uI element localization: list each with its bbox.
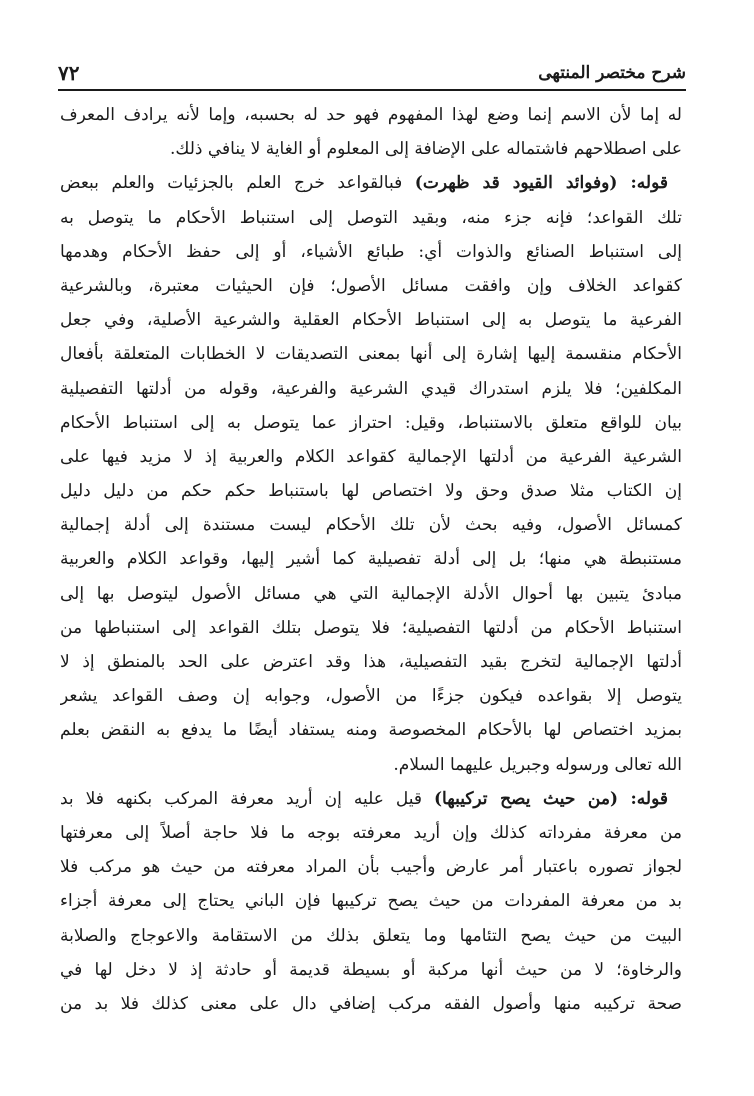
text-line: من معرفة مفرداته كذلك وإن أريد معرفته بوجه ما فلا حاجة أصلاً إلى معرفتها — [60, 822, 682, 843]
text-line: بيان للواقع متعلق بالاستنباط، وقيل: احتراز عما يتوصل به إلى استنباط الأحكام — [60, 412, 682, 433]
text-line: الفرعية ما يتوصل به إلى استنباط الأحكام العقلية والشرعية الأصلية، وفي جعل — [60, 310, 682, 331]
text-line: على اصطلاحهم فاشتماله على الإضافة إلى المعلوم أو الغاية لا ينافي ذلك. — [169, 139, 682, 160]
text-line: البيت من حيث يصح التئامها وما يتعلق بذلك من الاستقامة والاعوجاج والصلابة — [60, 925, 682, 946]
text-line: أدلتها الإجمالية لتخرج بقيد التفصيلية، هذا وقد اعترض على الحد بالمنطق إذ لا — [60, 652, 682, 672]
page-number: ٧٢ — [58, 61, 80, 85]
text-line: إلى استنباط الصنائع والذوات أي: طبائع الأشياء، أو إلى حفظ الأحكام وهدمها — [60, 241, 682, 262]
running-title: شرح مختصر المنتهى — [538, 63, 686, 83]
paragraph-lead: قوله: (وفوائد القيود قد ظهرت) — [414, 173, 668, 194]
text-line-rest: قيل عليه إن أريد معرفة المركب بكنهه فلا بد — [60, 788, 422, 809]
paragraph-3 — [60, 782, 682, 1021]
text-line: بد من معرفة المفردات من حيث يصح تركيبها فإن الباني يحتاج إلى معرفة أجزاء — [60, 891, 682, 912]
paragraph-1 — [60, 98, 682, 166]
text-line: كقواعد الخلاف وإن وافقت مسائل الأصول؛ فإن الحيثيات معتبرة، وبالشرعية — [60, 275, 682, 296]
header-divider — [58, 89, 686, 91]
text-line: تلك القواعد؛ فإنه جزء منه، وبقيد التوصل إلى استنباط الأحكام ما يتوصل به — [60, 207, 682, 228]
text-line: صحة تركيبه منها وأصول الفقه مركب إضافي دال على معنى كذلك فلا بد من — [60, 993, 682, 1014]
text-line: الأحكام منقسمة إليها إشارة إلى أنها بمعنى التصديقات لا الخطابات المتعلقة بأفعال — [60, 344, 682, 365]
paragraph-lead: قوله: (من حيث يصح تركيبها) — [434, 788, 668, 809]
paragraph-2 — [60, 166, 682, 781]
text-line: لجواز تصوره باعتبار أمر عارض وأجيب بأن المراد معرفته من حيث هو مركب فلا — [60, 857, 682, 878]
text-line: استنباط الأحكام من أدلتها التفصيلية؛ فلا يتوصل بتلك القواعد إلى استنباطها من — [60, 617, 682, 638]
body-text — [60, 98, 682, 1021]
text-line: إن الكتاب مثلا صدق وحق ولا اختصاص لها باستنباط حكم حكم من دليل دليل — [60, 481, 682, 502]
text-line: والرخاوة؛ لا من حيث أنها مركبة أو بسيطة قديمة أو حادثة إذ لا دخل لها في — [60, 959, 682, 980]
text-line: كمسائل الأصول، وفيه بحث لأن تلك الأحكام ليست مستندة إلى أدلة إجمالية — [60, 515, 682, 536]
text-line: يتوصل إلا بقواعده فيكون جزءًا من الأصول، وجوابه إن وصف القواعد يشعر — [60, 686, 682, 707]
text-line: مبادئ يتبين بها أحوال الأدلة الإجمالية التي هي مسائل الأصول ليتوصل بها إلى — [60, 583, 682, 604]
text-line: المكلفين؛ فلا يلزم استدراك قيدي الشرعية والفرعية، وقوله من أدلتها التفصيلية — [60, 378, 682, 399]
text-line — [60, 782, 682, 816]
text-line: بمزيد اختصاص لها بالأحكام المخصوصة ومنه يستفاد أيضًا ما يدفع به النقض بعلم — [60, 720, 682, 741]
text-line: مستنبطة هي منها؛ بل إلى أدلة تفصيلية كما أشير إليها، وقواعد الكلام والعربية — [60, 549, 682, 570]
text-line: الشرعية الفرعية من أدلتها الإجمالية كقواعد الكلام والعربية إذ لا مزيد فيها على — [60, 446, 682, 467]
text-line-rest: فبالقواعد خرج العلم بالجزئيات والعلم ببعض — [60, 173, 403, 194]
text-line: له إما لأن الاسم إنما وضع لهذا المفهوم فهو حد له بحسبه، وإما لأنه يرادف المعرف — [60, 105, 682, 125]
text-line — [60, 166, 682, 200]
page-header — [58, 58, 686, 88]
text-line: الله تعالى ورسوله وجبريل عليهما السلام. — [393, 754, 682, 775]
